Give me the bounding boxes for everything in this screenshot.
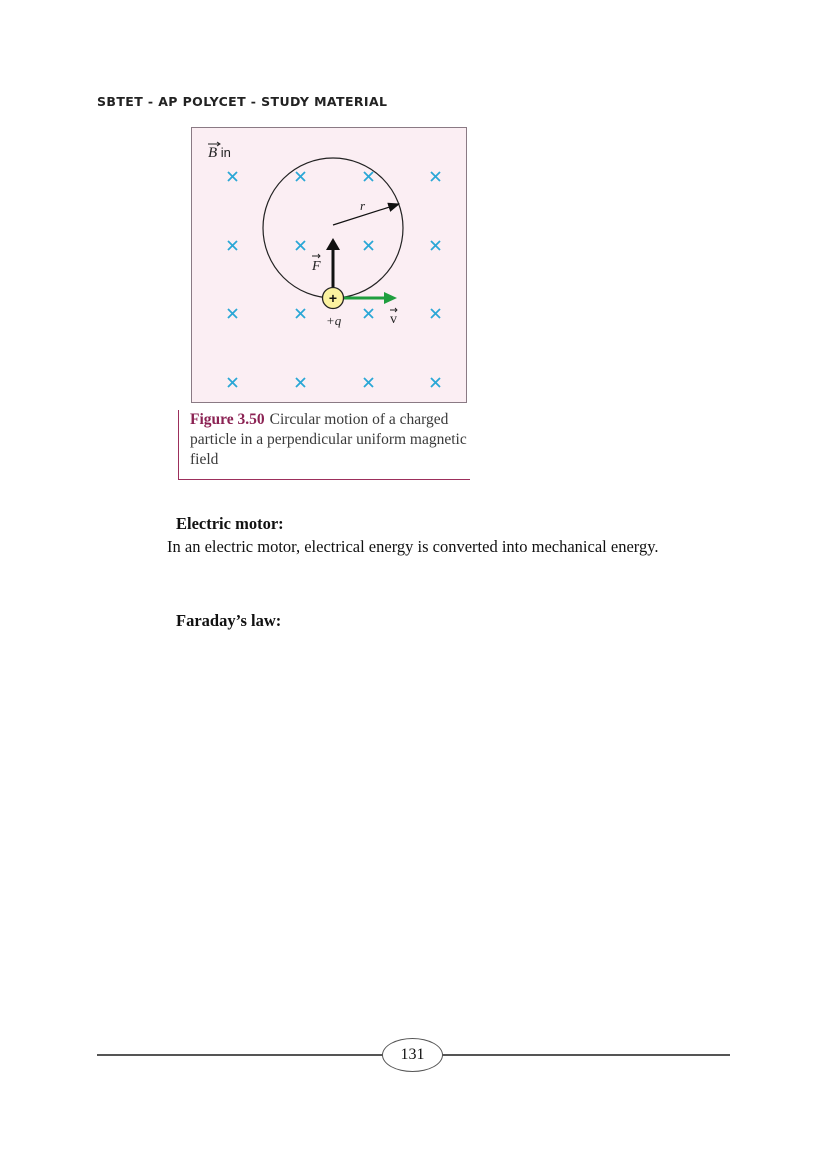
figure-caption-text: Circular motion of a charged particle in a perpendicular uniform magnetic field [190,411,467,468]
radius-arrow [333,204,399,225]
field-label: B in [208,145,231,161]
radius-label: r [360,198,366,213]
page-number: 131 [382,1038,443,1072]
velocity-label: v [390,312,397,327]
electric-motor-heading: Electric motor: [176,514,284,533]
page-header: SBTET - AP POLYCET - STUDY MATERIAL [97,94,388,109]
faraday-law-heading: Faraday’s law: [176,611,282,630]
charge-label: +q [326,313,342,328]
figure-caption [178,410,470,480]
force-label: F [312,259,321,274]
figure-number: Figure 3.50 [190,411,265,428]
footer-divider-left [97,1054,383,1056]
magnetic-field-figure [191,127,467,403]
circular-motion-diagram [192,128,466,402]
footer-divider-right [442,1054,730,1056]
electric-motor-paragraph: In an electric motor, electrical energy is converted into mechanical energy. [167,537,659,556]
charge-symbol: + [328,290,338,306]
